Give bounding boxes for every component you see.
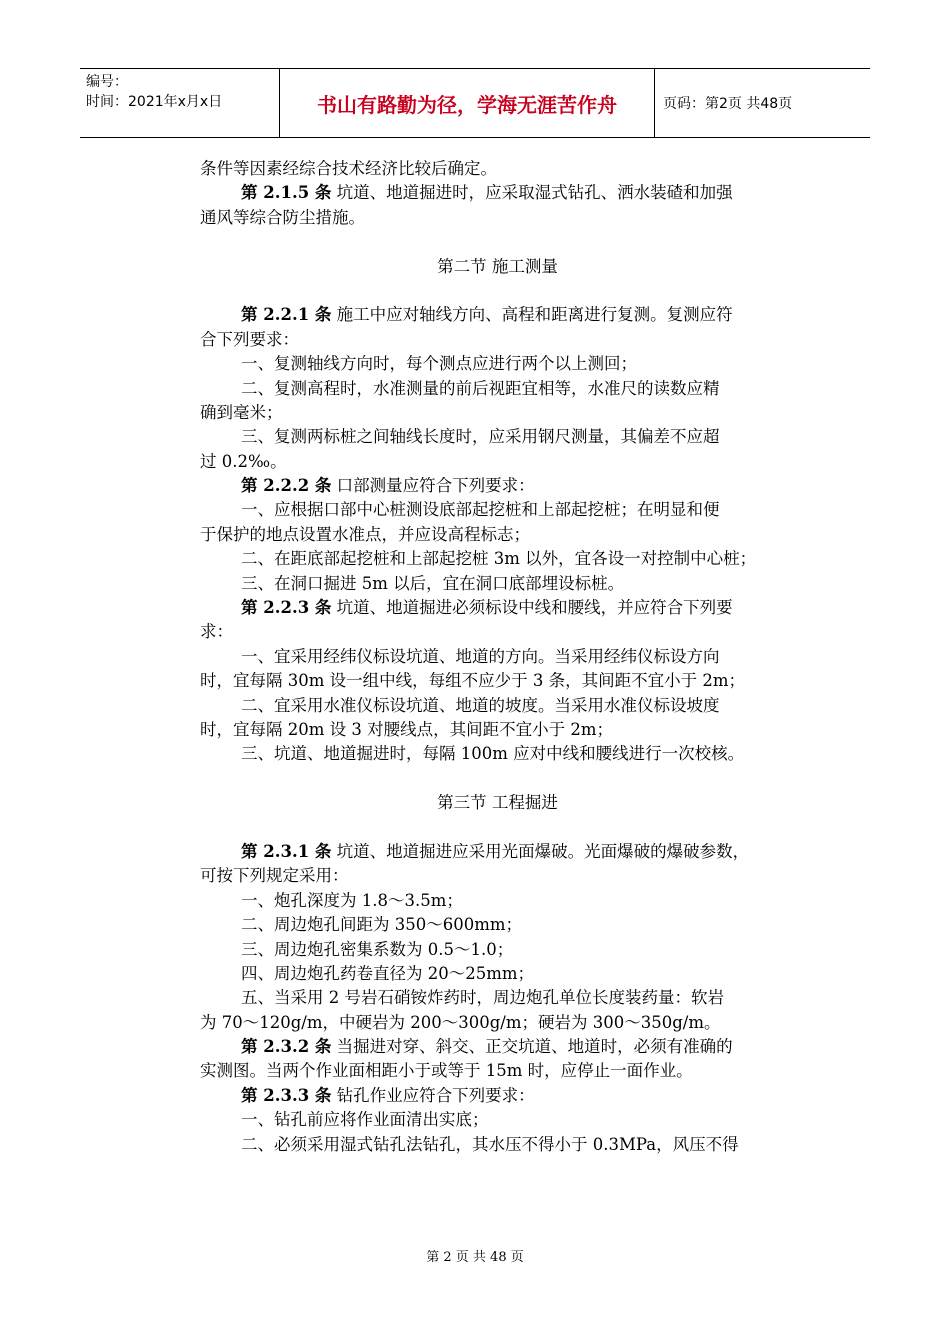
text-line: 可按下列规定采用： (200, 866, 349, 886)
header-page-info: 页码：第2页 共48页 (663, 96, 793, 112)
article-text: 坑道、地道掘进应采用光面爆破。光面爆破的爆破参数， (331, 841, 750, 861)
text-line: 时，宜每隔 30m 设一组中线，每组不应少于 3 条，其间距不宜小于 2m； (200, 671, 746, 691)
article-text: 当掘进对穿、斜交、正交坑道、地道时，必须有准确的 (331, 1037, 733, 1057)
header-motto: 书山有路勤为径，学海无涯苦作舟 (280, 69, 655, 137)
text-line: 三、在洞口掘进 5m 以后，宜在洞口底部埋设标桩。 (241, 573, 625, 593)
article-number: 第 2.1.5 条 (241, 183, 332, 203)
text-line: 合下列要求： (200, 329, 299, 349)
text-line: 通风等综合防尘措施。 (200, 207, 365, 227)
header-meta (80, 69, 280, 137)
article-2-3-1 (200, 840, 815, 864)
text-line: 五、当采用 2 号岩石硝铵炸药时，周边炮孔单位长度装药量：软岩 (241, 988, 724, 1008)
article-number: 第 2.3.2 条 (241, 1037, 332, 1057)
text-line: 一、复测轴线方向时，每个测点应进行两个以上测回； (241, 354, 637, 374)
article-text: 坑道、地道掘进时，应采取湿式钻孔、洒水装碴和加强 (331, 183, 733, 203)
text-line: 实测图。当两个作业面相距小于或等于 15m 时，应停止一面作业。 (200, 1061, 693, 1081)
text-line: 一、应根据口部中心桩测设底部起挖桩和上部起挖桩；在明显和便 (241, 500, 720, 520)
text-line: 三、周边炮孔密集系数为 0.5～1.0； (241, 939, 514, 959)
text-line: 于保护的地点设置水准点，并应设高程标志； (200, 524, 530, 544)
date-label: 时间：2021年x月x日 (86, 94, 223, 110)
article-2-2-3 (200, 596, 815, 620)
text-line: 确到毫米； (200, 402, 283, 422)
article-number: 第 2.2.2 条 (241, 476, 332, 496)
article-2-3-3 (200, 1084, 815, 1108)
text-line: 条件等因素经综合技术经济比较后确定。 (200, 159, 497, 178)
article-number: 第 2.3.1 条 (241, 841, 332, 861)
page-header (80, 68, 870, 138)
text-line: 求： (200, 622, 233, 642)
number-label: 编号： (86, 74, 128, 90)
text-line: 三、复测两标桩之间轴线长度时，应采用钢尺测量，其偏差不应超 (241, 427, 720, 447)
text-line: 过 0.2‰。 (200, 451, 287, 471)
article-2-2-1 (200, 303, 815, 327)
text-line: 一、宜采用经纬仪标设坑道、地道的方向。当采用经纬仪标设方向 (241, 646, 720, 666)
text-line: 一、钻孔前应将作业面清出实底； (241, 1110, 489, 1130)
article-text: 施工中应对轴线方向、高程和距离进行复测。复测应符 (331, 305, 733, 325)
text-line: 二、在距底部起挖桩和上部起挖桩 3m 以外，宜各设一对控制中心桩； (241, 549, 757, 569)
document-body (200, 157, 815, 1157)
text-line: 三、坑道、地道掘进时，每隔 100m 应对中线和腰线进行一次校核。 (241, 744, 745, 764)
article-2-1-5 (200, 181, 815, 205)
article-2-2-2 (200, 474, 815, 498)
text-line: 二、复测高程时，水准测量的前后视距宜相等，水准尺的读数应精 (241, 378, 720, 398)
article-text: 坑道、地道掘进必须标设中线和腰线，并应符合下列要 (331, 598, 733, 618)
text-line: 二、必须采用湿式钻孔法钻孔，其水压不得小于 0.3MPa，风压不得 (241, 1134, 739, 1154)
text-line: 为 70～120g/m，中硬岩为 200～300g/m；硬岩为 300～350g/m。 (200, 1012, 721, 1032)
text-line: 二、周边炮孔间距为 350～600mm； (241, 915, 523, 935)
article-number: 第 2.2.1 条 (241, 305, 332, 325)
section-title-2: 第二节 施工测量 (437, 256, 558, 276)
text-line: 一、炮孔深度为 1.8～3.5m； (241, 890, 463, 910)
page-footer: 第 2 页 共 48 页 (426, 1250, 524, 1265)
article-number: 第 2.2.3 条 (241, 598, 332, 618)
text-line: 二、宜采用水准仪标设坑道、地道的坡度。当采用水准仪标设坡度 (241, 695, 720, 715)
article-text: 钻孔作业应符合下列要求： (331, 1085, 535, 1105)
article-text: 口部测量应符合下列要求： (331, 476, 535, 496)
article-2-3-2 (200, 1035, 815, 1059)
section-title-3: 第三节 工程掘进 (437, 793, 558, 813)
text-line: 时，宜每隔 20m 设 3 对腰线点，其间距不宜小于 2m； (200, 719, 614, 739)
text-line: 四、周边炮孔药卷直径为 20～25mm； (241, 963, 535, 983)
article-number: 第 2.3.3 条 (241, 1085, 332, 1105)
